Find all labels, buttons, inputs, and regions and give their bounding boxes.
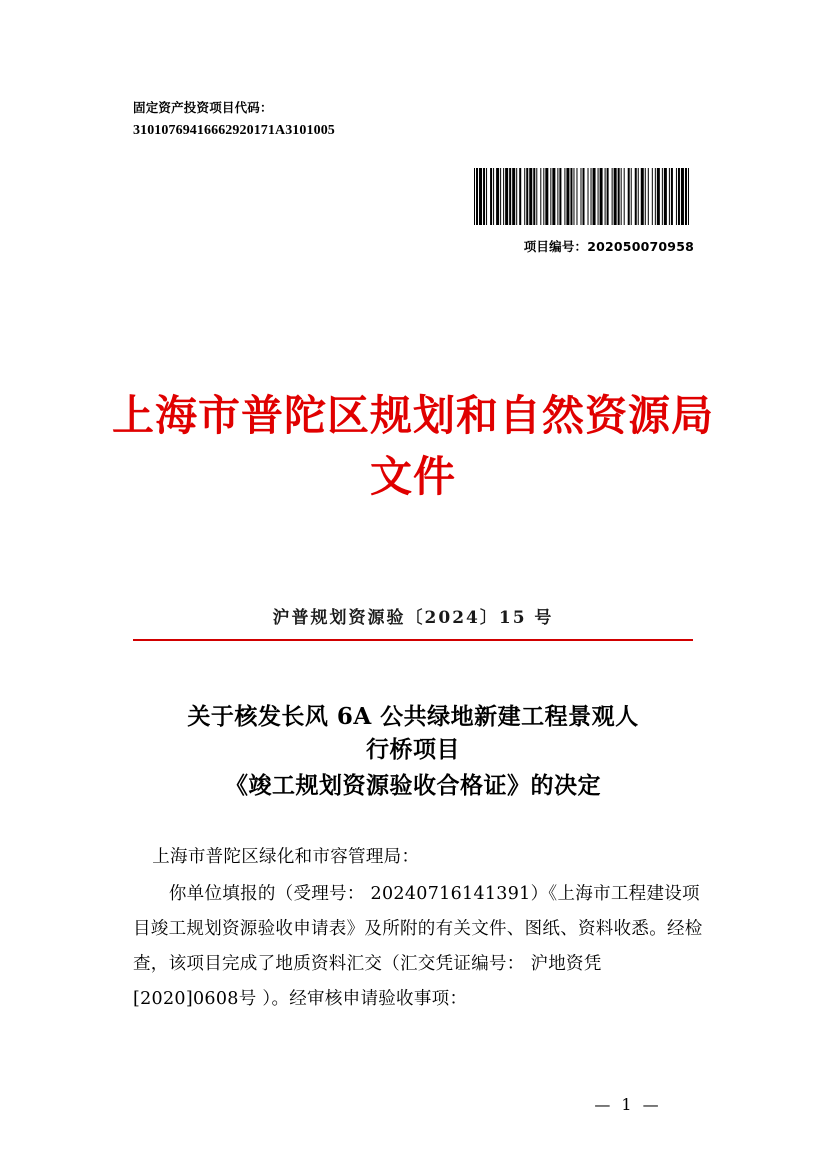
- page-title: [0, 386, 826, 508]
- addressee-line: 上海市普陀区绿化和市容管理局：: [152, 847, 420, 867]
- page-number-label: — 1 —: [594, 1095, 662, 1114]
- project-number-caption: 项目编号：202050070958: [523, 239, 694, 254]
- heading-line-1: 关于核发长风 6A 公共绿地新建工程景观人: [187, 703, 639, 730]
- heading-line-2: 行桥项目: [366, 736, 460, 764]
- body-paragraph: 你单位填报的（受理号： 20240716141391）《上海市工程建设项目竣工规划资源验收申请表》及所附的有关文件、图纸、资料收悉。经检查，该项目完成了地质资料汇交（汇交凭证编号： 沪地资凭[2020]0608号 ）。经审核申请验收事项：: [133, 884, 703, 1009]
- page-footer: [0, 1095, 826, 1114]
- document-heading: [113, 700, 713, 802]
- heading-line-3: 《竣工规划资源验收合格证》的决定: [225, 771, 601, 799]
- barcode-block: [474, 168, 694, 255]
- red-separator-rule: [133, 639, 693, 641]
- organ-title-line1: 上海市普陀区规划和自然资源局: [111, 391, 714, 440]
- document-number: 沪普规划资源验〔2024〕15 号: [272, 608, 554, 628]
- fixed-asset-code-label: 固定资产投资项目代码：: [133, 100, 273, 115]
- fixed-asset-code-value: 31010769416662920171A3101005: [133, 123, 335, 139]
- document-body: [133, 840, 703, 1017]
- fixed-asset-code-block: [133, 98, 533, 142]
- barcode-icon: [474, 168, 692, 225]
- organ-title-line2: 文件: [369, 451, 456, 501]
